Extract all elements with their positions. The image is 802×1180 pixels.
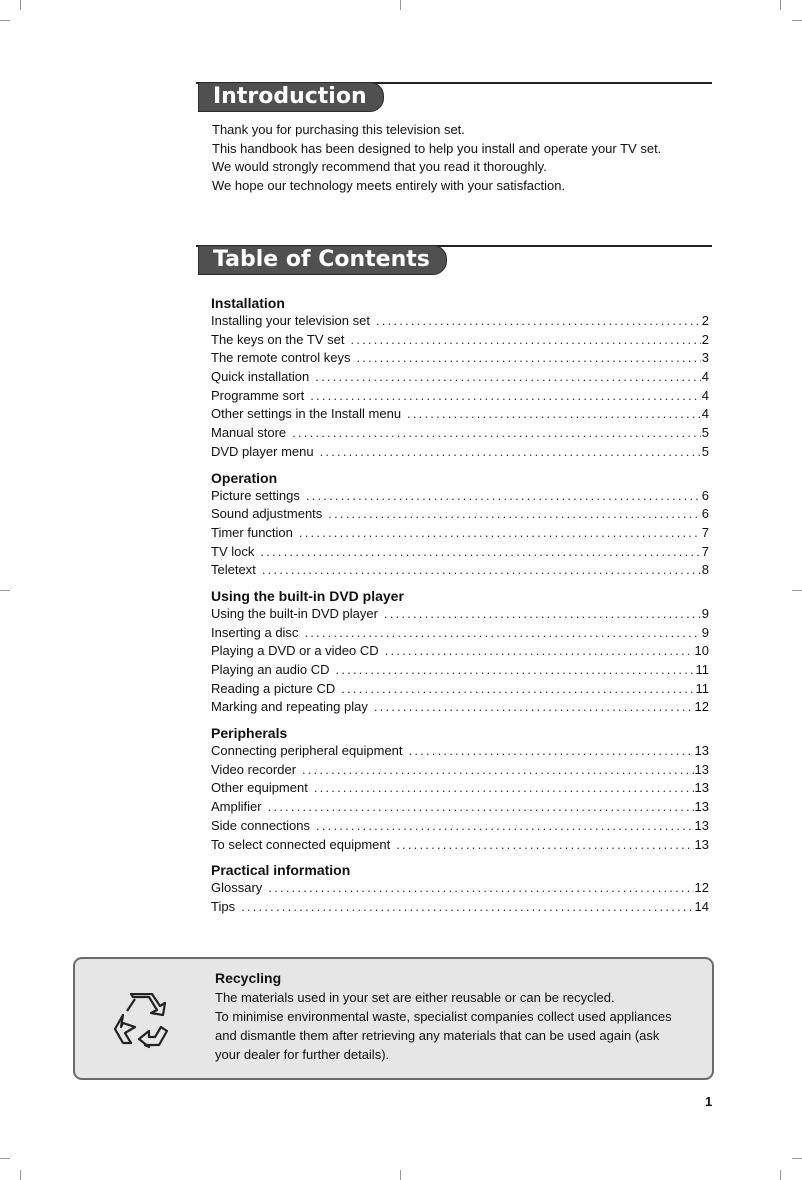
toc-dot-leader [374,698,694,717]
crop-mark [780,0,781,10]
toc-entry-label: Connecting peripheral equipment [211,743,403,759]
crop-mark [792,590,802,591]
toc-entry-label: Playing an audio CD [211,662,330,677]
toc-entry-label: Programme sort [211,387,305,403]
toc-entry-label: Video recorder [211,761,297,777]
toc-section-title: Practical information [211,862,351,879]
toc-dot-leader [356,349,700,368]
toc-entry[interactable] [211,349,709,368]
toc-section [211,862,709,916]
toc-entry-label: Side connections [211,817,311,833]
toc-entry[interactable] [211,543,709,562]
toc-entry[interactable] [211,331,709,350]
toc-entry[interactable] [211,836,709,855]
crop-mark [0,1158,10,1159]
toc-dot-leader [260,543,700,562]
toc-section [211,470,709,580]
toc-entry-label: Tips [211,898,236,914]
toc-entry[interactable] [211,624,709,643]
toc-dot-leader [328,505,700,524]
toc-entry[interactable] [211,698,709,717]
toc-dot-leader [268,798,694,817]
toc-dot-leader [320,443,701,462]
toc-dot-leader [299,524,701,543]
toc-entry-label: Installing your television set [211,313,370,328]
toc-entry[interactable] [211,505,709,524]
introduction-heading: Introduction [198,82,384,112]
toc-dot-leader [241,898,693,917]
crop-mark [0,590,10,591]
toc-dot-leader [315,368,700,387]
recycling-line: your dealer for further details). [215,1047,390,1062]
crop-mark [0,20,10,21]
toc-entry-page: 10 [694,643,709,659]
introduction-header [196,82,712,114]
toc-dot-leader [302,761,693,780]
toc-entry-label: The remote control keys [211,350,351,366]
toc-dot-leader [376,312,701,331]
toc-entry[interactable] [211,605,709,624]
toc-dot-leader [262,561,701,580]
toc-entry-page: 2 [701,313,709,328]
toc-entry-page: 8 [701,562,709,578]
crop-mark [400,1170,401,1180]
toc-dot-leader [341,680,694,699]
recycling-title: Recycling [215,970,282,986]
intro-line: This handbook has been designed to help you install and operate your TV set. [212,140,662,156]
toc-entry-page: 7 [701,543,709,559]
page-number: 1 [705,1094,713,1109]
crop-mark [20,1170,21,1180]
toc-entry-page: 12 [694,880,709,896]
toc-section-title: Installation [211,295,285,311]
toc-entry-page: 13 [694,836,709,852]
toc-entry-page: 5 [701,425,709,441]
toc-entry-label: DVD player menu [211,443,314,459]
toc-entry-page: 6 [701,487,709,503]
toc-entry-page: 13 [694,780,709,796]
toc-dot-leader [306,487,701,506]
toc-section [211,725,709,854]
toc-entry[interactable] [211,424,709,443]
toc-entry-label: Reading a picture CD [211,680,336,696]
toc-section-title: Operation [211,469,278,486]
toc-section [211,295,709,462]
toc-dot-leader [268,879,693,898]
toc-entry[interactable] [211,680,709,699]
crop-mark [780,1170,781,1180]
toc-entry[interactable] [211,779,709,798]
toc-header [196,245,712,277]
toc-entry[interactable] [211,817,709,836]
table-of-contents [211,295,709,925]
toc-entry-page: 7 [701,524,709,540]
recycle-icon [111,993,171,1049]
toc-dot-leader [292,424,701,443]
toc-dot-leader [396,836,693,855]
toc-entry-page: 4 [701,369,709,385]
toc-dot-leader [336,661,695,680]
toc-entry-page: 5 [701,443,709,459]
toc-entry-label: Marking and repeating play [211,699,368,715]
intro-line: Thank you for purchasing this television set. [212,122,465,137]
recycling-line: To minimise environmental waste, specialist companies collect used appliances [215,1009,672,1024]
toc-entry-page: 12 [694,699,709,715]
toc-entry-page: 6 [701,506,709,522]
toc-dot-leader [304,624,700,643]
toc-dot-leader [409,742,694,761]
toc-entry-label: Timer function [211,524,293,540]
toc-entry-page: 14 [694,898,709,914]
recycling-line: The materials used in your set are either reusable or can be recycled. [215,990,615,1005]
toc-entry[interactable] [211,742,709,761]
toc-section [211,588,709,717]
toc-entry[interactable] [211,642,709,661]
toc-entry-label: Picture settings [211,487,300,503]
toc-entry[interactable] [211,798,709,817]
toc-entry-page: 13 [694,743,709,759]
toc-entry-page: 13 [694,799,709,815]
toc-entry[interactable] [211,443,709,462]
introduction-text [212,121,712,195]
toc-entry[interactable] [211,524,709,543]
toc-entry-page: 9 [701,605,709,621]
toc-section-title: Peripherals [211,725,288,742]
toc-entry-label: Quick installation [211,369,310,385]
toc-entry-page: 13 [694,817,709,833]
toc-entry[interactable] [211,661,709,680]
toc-dot-leader [385,642,694,661]
toc-entry[interactable] [211,898,709,917]
crop-mark [792,20,802,21]
toc-entry-page: 11 [695,680,709,696]
toc-entry[interactable] [211,387,709,406]
toc-dot-leader [316,817,694,836]
recycling-text [215,969,705,1064]
toc-entry[interactable] [211,561,709,580]
toc-entry-label: Amplifier [211,799,262,815]
toc-entry-page: 9 [701,624,709,640]
toc-entry[interactable] [211,312,709,331]
toc-entry[interactable] [211,405,709,424]
toc-entry-label: Sound adjustments [211,506,323,522]
toc-entry-label: Playing a DVD or a video CD [211,643,379,659]
toc-entry[interactable] [211,487,709,506]
intro-line: We would strongly recommend that you read it thoroughly. [212,159,547,174]
crop-mark [20,0,21,10]
toc-entry[interactable] [211,368,709,387]
toc-entry-label: TV lock [211,543,255,559]
toc-entry-label: Teletext [211,562,256,578]
toc-section-title: Using the built-in DVD player [211,587,404,604]
toc-entry-label: The keys on the TV set [211,331,345,347]
toc-entry[interactable] [211,761,709,780]
toc-entry-label: Other equipment [211,780,308,796]
recycling-line: and dismantle them after retrieving any materials that can be used again (ask [215,1028,660,1043]
toc-dot-leader [384,605,701,624]
crop-mark [400,0,401,10]
toc-entry-page: 2 [701,331,709,347]
toc-entry-label: Other settings in the Install menu [211,406,402,422]
toc-dot-leader [314,779,694,798]
toc-entry-page: 13 [694,761,709,777]
recycling-notice [73,957,714,1080]
toc-dot-leader [350,331,700,350]
toc-entry-page: 11 [695,662,709,677]
toc-entry-page: 3 [701,350,709,366]
toc-dot-leader [407,405,701,424]
toc-entry-page: 4 [701,387,709,403]
toc-entry-label: To select connected equipment [211,836,391,852]
toc-entry-page: 4 [701,406,709,422]
toc-entry-label: Glossary [211,880,263,896]
toc-entry-label: Manual store [211,425,287,441]
crop-mark [792,1158,802,1159]
toc-entry-label: Inserting a disc [211,624,299,640]
toc-dot-leader [310,387,701,406]
toc-entry-label: Using the built-in DVD player [211,605,378,621]
intro-line: We hope our technology meets entirely with your satisfaction. [212,177,566,193]
toc-entry[interactable] [211,879,709,898]
toc-heading: Table of Contents [198,245,447,275]
